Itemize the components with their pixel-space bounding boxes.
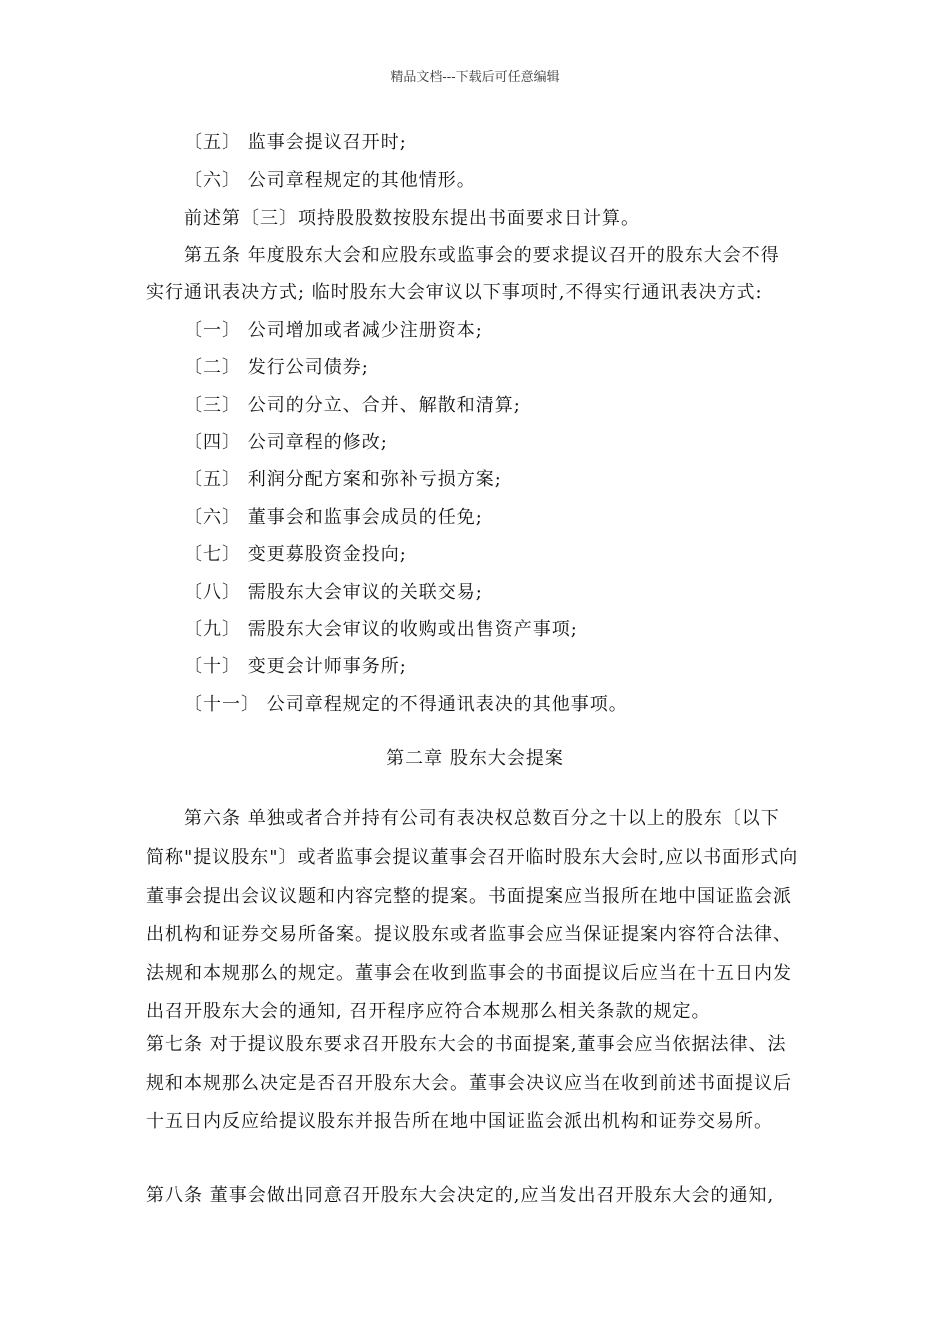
article-7-line: 十五日内反应给提议股东并报告所在地中国证监会派出机构和证券交易所。 [146,1111,773,1132]
article-5-line: 第五条 年度股东大会和应股东或监事会的要求提议召开的股东大会不得 [184,245,780,266]
list-item: 〔七〕 变更募股资金投向; [184,544,407,565]
chapter-title: 第二章 股东大会提案 [386,748,564,769]
list-item: 〔十〕 变更会计师事务所; [184,656,407,677]
list-item: 〔六〕 董事会和监事会成员的任免; [184,507,483,528]
article-6-line: 第六条 单独或者合并持有公司有表决权总数百分之十以上的股东〔以下 [184,808,780,829]
list-item: 〔二〕 发行公司债券; [184,357,369,378]
page-header: 精品文档---下载后可任意编辑 [390,70,560,85]
article-6-line: 出召开股东大会的通知, 召开程序应符合本规那么相关条款的规定。 [146,1001,711,1022]
article-6-line: 简称"提议股东"〕或者监事会提议董事会召开临时股东大会时,应以书面形式向 [146,847,799,868]
list-item: 〔三〕 公司的分立、合并、解散和清算; [184,395,521,416]
article-8-line: 第八条 董事会做出同意召开股东大会决定的,应当发出召开股东大会的通知, [146,1185,775,1206]
paragraph-line: 前述第〔三〕项持股股数按股东提出书面要求日计算。 [184,208,640,229]
list-item: 〔四〕 公司章程的修改; [184,432,388,453]
list-item: 〔六〕 公司章程规定的其他情形。 [184,170,476,191]
article-5-line: 实行通讯表决方式; 临时股东大会审议以下事项时,不得实行通讯表决方式: [146,282,763,303]
article-7-line: 规和本规那么决定是否召开股东大会。董事会决议应当在收到前述书面提议后 [146,1073,792,1094]
list-item: 〔九〕 需股东大会审议的收购或出售资产事项; [184,619,578,640]
list-item: 〔一〕 公司增加或者减少注册资本; [184,320,483,341]
list-item: 〔八〕 需股东大会审议的关联交易; [184,582,483,603]
article-6-line: 法规和本规那么的规定。董事会在收到监事会的书面提议后应当在十五日内发 [146,963,792,984]
article-7-line: 第七条 对于提议股东要求召开股东大会的书面提案,董事会应当依据法律、法 [146,1034,787,1055]
list-item: 〔五〕 监事会提议召开时; [184,132,407,153]
article-6-line: 董事会提出会议议题和内容完整的提案。书面提案应当报所在地中国证监会派 [146,886,792,907]
list-item: 〔五〕 利润分配方案和弥补亏损方案; [184,469,502,490]
list-item: 〔十一〕 公司章程规定的不得通讯表决的其他事项。 [184,694,628,715]
article-6-line: 出机构和证券交易所备案。提议股东或者监事会应当保证提案内容符合法律、 [146,924,792,945]
